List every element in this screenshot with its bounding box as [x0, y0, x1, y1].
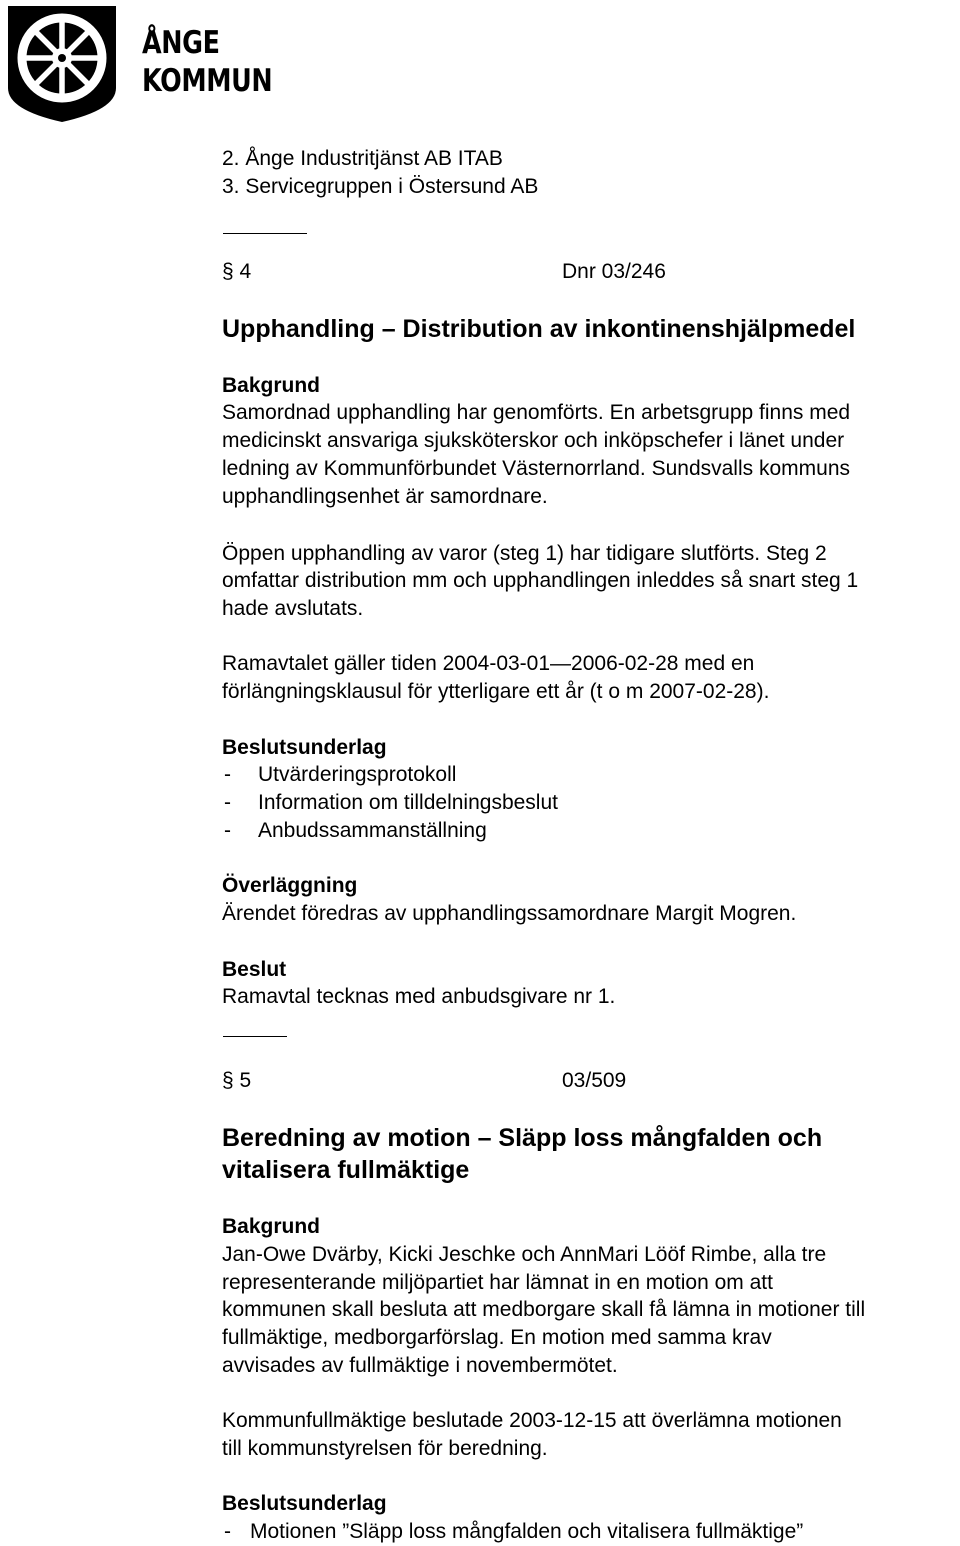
paragraph-line: Samordnad upphandling har genomförts. En arbetsgrupp finns med — [222, 401, 851, 424]
section-5-header — [222, 1067, 922, 1095]
paragraph-line: fullmäktige, medborgarförslag. En motion med samma krav — [222, 1326, 772, 1349]
paragraph-line: medicinskt ansvariga sjuksköterskor och inköpschefer i länet under — [222, 429, 845, 452]
paragraph-line: ledning av Kommunförbundet Västernorrland. Sundsvalls kommuns — [222, 457, 851, 480]
logo-wordmark — [142, 24, 272, 100]
logo-line-kommun: KOMMUN — [142, 63, 273, 99]
paragraph-line: till kommunstyrelsen för beredning. — [222, 1437, 548, 1460]
list-item: - Utvärderingsprotokoll — [222, 761, 558, 789]
beslutsunderlag-list — [222, 761, 558, 845]
paragraph-line: representerande miljöpartiet har lämnat in en motion om att — [222, 1271, 773, 1294]
section-5-title-line: vitalisera fullmäktige — [222, 1156, 470, 1184]
ange-kommun-logo — [4, 2, 273, 127]
beslutsunderlag-heading: Beslutsunderlag — [222, 736, 387, 759]
section-4-header — [222, 258, 922, 286]
section-5-title-line: Beredning av motion – Släpp loss mångfalden och — [222, 1124, 823, 1152]
paragraph-line: Ramavtalet gäller tiden 2004-03-01—2006-02-28 med en — [222, 652, 755, 675]
bakgrund-heading: Bakgrund — [222, 374, 321, 397]
diary-number: 03/509 — [562, 1069, 627, 1092]
list-item-2: 2. Ånge Industritjänst AB ITAB — [222, 147, 503, 170]
municipal-wheel-emblem-icon — [4, 2, 120, 124]
paragraph-number: § 4 — [222, 260, 252, 283]
beslut-text: Ramavtal tecknas med anbudsgivare nr 1. — [222, 985, 616, 1008]
list-item: - Motionen ”Släpp loss mångfalden och vitalisera fullmäktige” — [222, 1518, 803, 1546]
paragraph-line: Jan-Owe Dvärby, Kicki Jeschke och AnnMari Lööf Rimbe, alla tre — [222, 1243, 827, 1266]
logo-line-ange: ÅNGE — [142, 25, 220, 61]
paragraph-line: förlängningsklausul för ytterligare ett år (t o m 2007-02-28). — [222, 680, 770, 703]
paragraph-line: Kommunfullmäktige beslutade 2003-12-15 att överlämna motionen — [222, 1409, 842, 1432]
paragraph-line: Öppen upphandling av varor (steg 1) har tidigare slutförts. Steg 2 — [222, 542, 827, 565]
paragraph-line: avvisades av fullmäktige i novembermötet. — [222, 1354, 618, 1377]
beslutsunderlag-list — [222, 1518, 803, 1546]
paragraph-line: kommunen skall besluta att medborgare skall få lämna in motioner till — [222, 1298, 866, 1321]
section-4-title: Upphandling – Distribution av inkontinenshjälpmedel — [222, 315, 856, 343]
list-item: - Anbudssammanställning — [222, 817, 558, 845]
overlaggning-text: Ärendet föredras av upphandlingssamordnare Margit Mogren. — [222, 902, 797, 925]
list-item-3: 3. Servicegruppen i Östersund AB — [222, 175, 539, 198]
paragraph-line: upphandlingsenhet är samordnare. — [222, 485, 548, 508]
list-item: - Information om tilldelningsbeslut — [222, 789, 558, 817]
paragraph-line: omfattar distribution mm och upphandlingen inleddes så snart steg 1 — [222, 569, 859, 592]
beslut-heading: Beslut — [222, 958, 287, 981]
paragraph-number: § 5 — [222, 1069, 252, 1092]
paragraph-line: hade avslutats. — [222, 597, 364, 620]
separator-rule — [223, 1036, 287, 1037]
beslutsunderlag-heading: Beslutsunderlag — [222, 1492, 387, 1515]
separator-rule — [223, 233, 307, 234]
bakgrund-heading: Bakgrund — [222, 1215, 321, 1238]
diary-number: Dnr 03/246 — [562, 260, 666, 283]
overlaggning-heading: Överläggning — [222, 874, 358, 897]
